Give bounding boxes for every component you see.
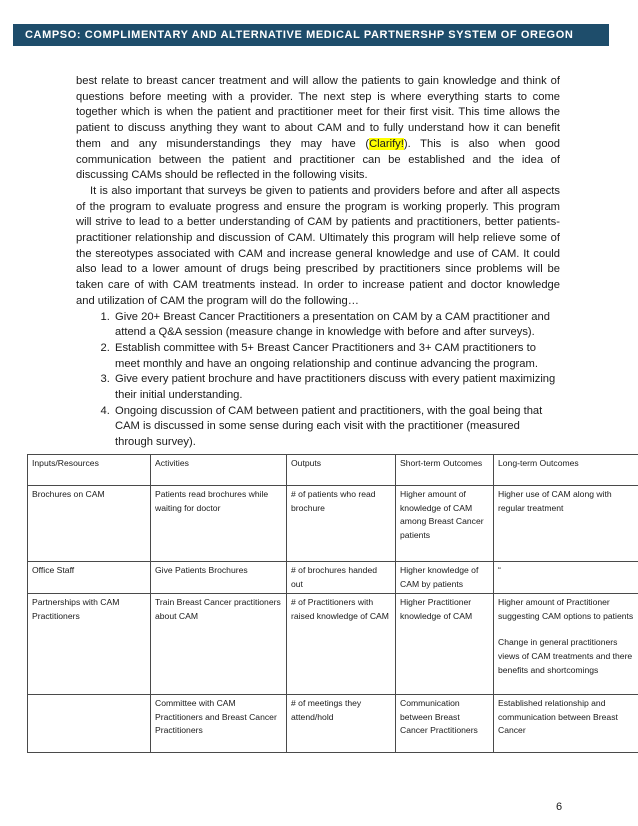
table-cell: Brochures on CAM [28,486,151,562]
table-cell [28,695,151,753]
paragraph-surveys: It is also important that surveys be given to patients and providers before and after all aspects of the program to evaluate progress and ensure the program is working properly. This program will strive to lead to a better understanding of CAM by patients and practitioners, better patients-practitioner relationship and discussion of CAM. Ultimately this program will help relieve some of the stereotypes associated with CAM and increase general knowledge and use of CAM. It could also lead to a lower amount of drugs being prescribed by practitioners since problems will be taken care of with CAM treatments instead. In order to increase patient and doctor knowledge and utilization of CAM the program will do the following… [76,184,560,307]
list-item: 1. Give 20+ Breast Cancer Practitioners a presentation on CAM by a CAM practitioner and attend a Q&A session (measure change in knowledge with before and after surveys). [113,310,560,341]
table-cell: # of meetings they attend/hold [287,695,396,753]
table-row [28,594,638,695]
paragraph-intro-text-end: ). This is also when good communication between the patient and practitioner can be established and the idea of discussing CAMs should be reflected in the following visits. [76,137,560,182]
table-cell: Higher knowledge of CAM by patients [396,562,494,594]
table-cell: Partnerships with CAM Practitioners [28,594,151,695]
table-cell: Higher Practitioner knowledge of CAM [396,594,494,695]
table-cell: # of brochures handed out [287,562,396,594]
table-cell: Committee with CAM Practitioners and Breast Cancer Practitioners [151,695,287,753]
logic-model-table [27,454,638,753]
table-cell: Communication between Breast Cancer Practitioners [396,695,494,753]
long-term-outcome-text: Higher amount of Practitioner suggesting CAM options to patients [498,597,634,621]
table-cell: # of Practitioners with raised knowledge of CAM [287,594,396,695]
table-cell: Train Breast Cancer practitioners about CAM [151,594,287,695]
table-row [28,562,638,594]
long-term-outcome-extra: Change in general practitioners views of CAM treatments and there benefits and shortcomings [498,637,633,675]
table-cell: Give Patients Brochures [151,562,287,594]
table-cell: Higher use of CAM along with regular treatment [494,486,638,562]
program-task-list [76,310,560,451]
table-header-cell: Short-term Outcomes [396,455,494,486]
document-header-title: CAMPSO: COMPLIMENTARY AND ALTERNATIVE MEDICAL PARTNERSHP SYSTEM OF OREGON [25,29,574,41]
table-header-cell: Inputs/Resources [28,455,151,486]
table-header-row [28,455,638,486]
paragraph-intro [76,74,560,184]
document-header-bar [13,24,609,46]
document-body [76,74,560,451]
clarify-highlight: Clarify! [369,137,404,150]
table-header-cell: Outputs [287,455,396,486]
table-header-cell: Activities [151,455,287,486]
table-cell: Patients read brochures while waiting for doctor [151,486,287,562]
table-row [28,695,638,753]
table-cell: Established relationship and communication between Breast Cancer [494,695,638,753]
paragraph-intro-text-start: best relate to breast cancer treatment and will allow the patients to gain knowledge and think of questions before meeting with a provider. The next step is where everything starts to come together which is when the patient and practitioner meet for their first visit. This time allows the patient to discuss anything they want to about CAM and to fully understand how it can benefit them and any misunderstandings they may have ( [76,75,560,150]
table-cell: “ [494,562,638,594]
list-item: 2. Establish committee with 5+ Breast Cancer Practitioners and 3+ CAM practitioners to meet monthly and have an ongoing relationship and continue advancing the program. [113,341,560,372]
table-cell-long-term [494,594,638,695]
list-item: 3. Give every patient brochure and have practitioners discuss with every patient maximizing their initial understanding. [113,372,560,403]
table-cell: Office Staff [28,562,151,594]
page-number: 6 [556,801,563,813]
table-header-cell: Long-term Outcomes [494,455,638,486]
table-cell: # of patients who read brochure [287,486,396,562]
table-cell: Higher amount of knowledge of CAM among Breast Cancer patients [396,486,494,562]
list-item: 4. Ongoing discussion of CAM between patient and practitioners, with the goal being that CAM is discussed in some sense during each visit with the practitioner (measured through survey). [113,404,560,451]
table-row [28,486,638,562]
